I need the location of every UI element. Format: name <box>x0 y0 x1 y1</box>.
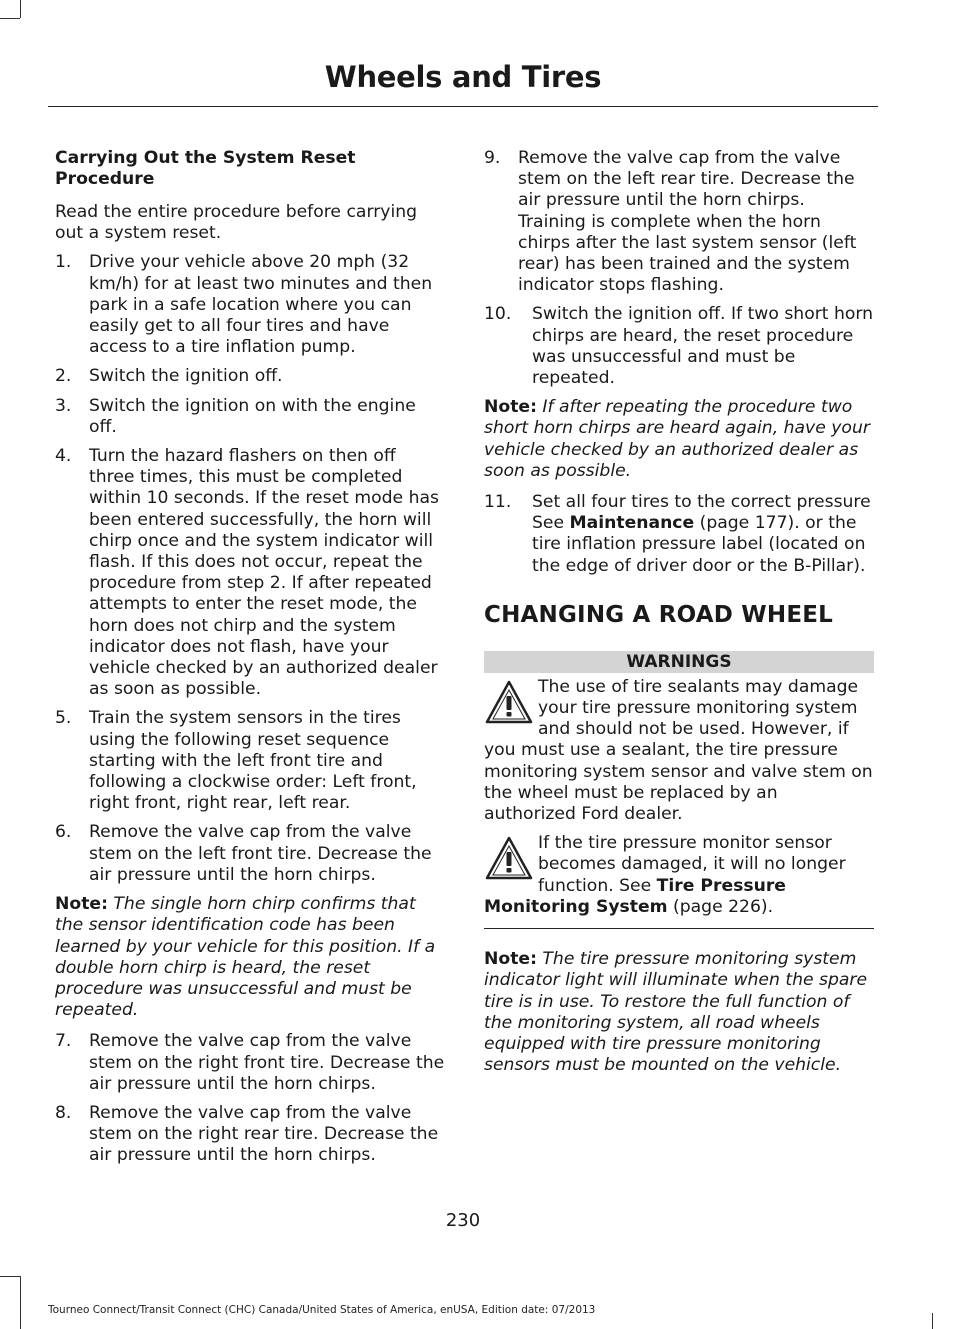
title-divider <box>48 106 878 107</box>
list-text: Switch the ignition on with the engine off. <box>89 395 416 437</box>
warnings-header: WARNINGS <box>484 651 874 673</box>
note-label: Note: <box>55 894 108 915</box>
list-number: 7. <box>55 1031 72 1052</box>
warning-triangle-icon <box>484 835 534 881</box>
list-number: 10. <box>484 304 512 325</box>
list-item <box>484 304 874 389</box>
crop-mark-bottom-right-vertical <box>932 1313 933 1329</box>
warning-text: If the tire pressure monitor sensor becomes damaged, it will no longer function. See <box>538 833 846 896</box>
list-item <box>55 708 445 814</box>
list-number: 8. <box>55 1102 72 1123</box>
list-item <box>55 366 445 387</box>
list-text: Remove the valve cap from the valve stem on the left rear tire. Decrease the air pressure until the horn chirps. Training is complete when the horn chirps after the last system sensor (left rear) has been trained and the system indicator stops flashing. <box>518 148 857 296</box>
list-text: Train the system sensors in the tires using the following reset sequence starting with the left front tire and following a clockwise order: Left front, right front, right rear, left rear. <box>89 708 417 814</box>
list-number: 4. <box>55 446 72 467</box>
list-text: Remove the valve cap from the valve stem on the right rear tire. Decrease the air pressure until the horn chirps. <box>89 1102 439 1166</box>
right-column <box>484 148 874 1084</box>
list-text: Drive your vehicle above 20 mph (32 km/h) for at least two minutes and then park in a safe location where you can easily get to all four tires and have access to a tire inflation pump. <box>89 252 433 358</box>
list-number: 3. <box>55 395 72 416</box>
crop-mark-bottom-left-horizontal <box>0 1276 20 1277</box>
note-label: Note: <box>484 949 537 970</box>
warning-block <box>484 677 874 825</box>
maintenance-link[interactable]: Maintenance <box>569 513 695 534</box>
list-item <box>484 492 874 577</box>
note-paragraph <box>484 397 874 482</box>
warnings-divider <box>484 928 874 929</box>
note-paragraph <box>55 894 445 1021</box>
warning-triangle-icon <box>484 679 534 725</box>
list-item <box>55 1103 445 1167</box>
warning-text: (page 226). <box>667 896 774 917</box>
list-text: (page 177). or the tire inflation pressure label (located on the edge of driver door or the B-Pillar). <box>532 513 866 576</box>
tpms-link[interactable]: Tire Pressure Monitoring System <box>484 875 786 917</box>
note-paragraph <box>484 949 874 1076</box>
list-text: Switch the ignition off. <box>89 366 283 387</box>
note-label: Note: <box>484 397 537 418</box>
list-item <box>55 396 445 438</box>
note-text: If after repeating the procedure two short horn chirps are heard again, have your vehicle checked by an authorized dealer as soon as possible. <box>484 397 870 481</box>
intro-paragraph: Read the entire procedure before carrying out a system reset. <box>55 202 418 244</box>
list-number: 9. <box>484 148 501 168</box>
crop-mark-top-left-vertical <box>20 0 21 18</box>
footer-edition: Tourneo Connect/Transit Connect (CHC) Canada/United States of America, enUSA, Edition date: 07/2013 <box>48 1304 596 1316</box>
list-number: 2. <box>55 366 72 387</box>
list-text: Remove the valve cap from the valve stem on the right front tire. Decrease the air pressure until the horn chirps. <box>89 1031 445 1094</box>
list-number: 1. <box>55 252 72 273</box>
list-text: Set all four tires to the correct pressure See <box>532 492 871 534</box>
crop-mark-top-left-horizontal <box>0 18 20 19</box>
warning-block <box>484 833 874 918</box>
list-number: 11. <box>484 492 512 513</box>
note-text: The tire pressure monitoring system indicator light will illuminate when the spare tire is in use. To restore the full function of the monitoring system, all road wheels equipped with tire pressure monitoring sensors must be mounted on the vehicle. <box>484 949 868 1076</box>
list-number: 5. <box>55 708 72 729</box>
page-number: 230 <box>445 1210 481 1231</box>
list-text: Remove the valve cap from the valve stem on the left front tire. Decrease the air pressure until the horn chirps. <box>89 822 432 885</box>
list-text: Switch the ignition off. If two short horn chirps are heard, the reset procedure was unsuccessful and must be repeated. <box>532 304 874 389</box>
list-item <box>55 252 445 358</box>
list-number: 6. <box>55 822 72 843</box>
page-title: Wheels and Tires <box>324 60 602 94</box>
list-item <box>484 148 874 296</box>
section-title-changing-road-wheel: CHANGING A ROAD WHEEL <box>484 601 833 628</box>
list-item <box>55 1031 445 1095</box>
list-item <box>55 446 445 700</box>
left-column <box>55 148 445 1175</box>
crop-mark-bottom-left-vertical <box>20 1276 21 1329</box>
note-text: The single horn chirp confirms that the sensor identification code has been learned by your vehicle for this position. If a double horn chirp is heard, the reset procedure was unsuccessful and must be repeated. <box>55 894 436 1021</box>
list-text: Turn the hazard flashers on then off three times, this must be completed within 10 seconds. If the reset mode has been entered successfully, the horn will chirp once and the system indicator will flash. If this does not occur, repeat the procedure from step 2. If after repeated attempts to enter the reset mode, the horn does not chirp and the system indicator does not flash, have your vehicle checked by an authorized dealer as soon as possible. <box>89 446 439 700</box>
section-heading-reset-procedure: Carrying Out the System Reset Procedure <box>55 148 356 189</box>
warning-text: The use of tire sealants may damage your tire pressure monitoring system and should not be used. However, if you must use a sealant, the tire pressure monitoring system sensor and valve stem on the wheel must be replaced by an authorized Ford dealer. <box>484 676 873 825</box>
list-item <box>55 822 445 886</box>
